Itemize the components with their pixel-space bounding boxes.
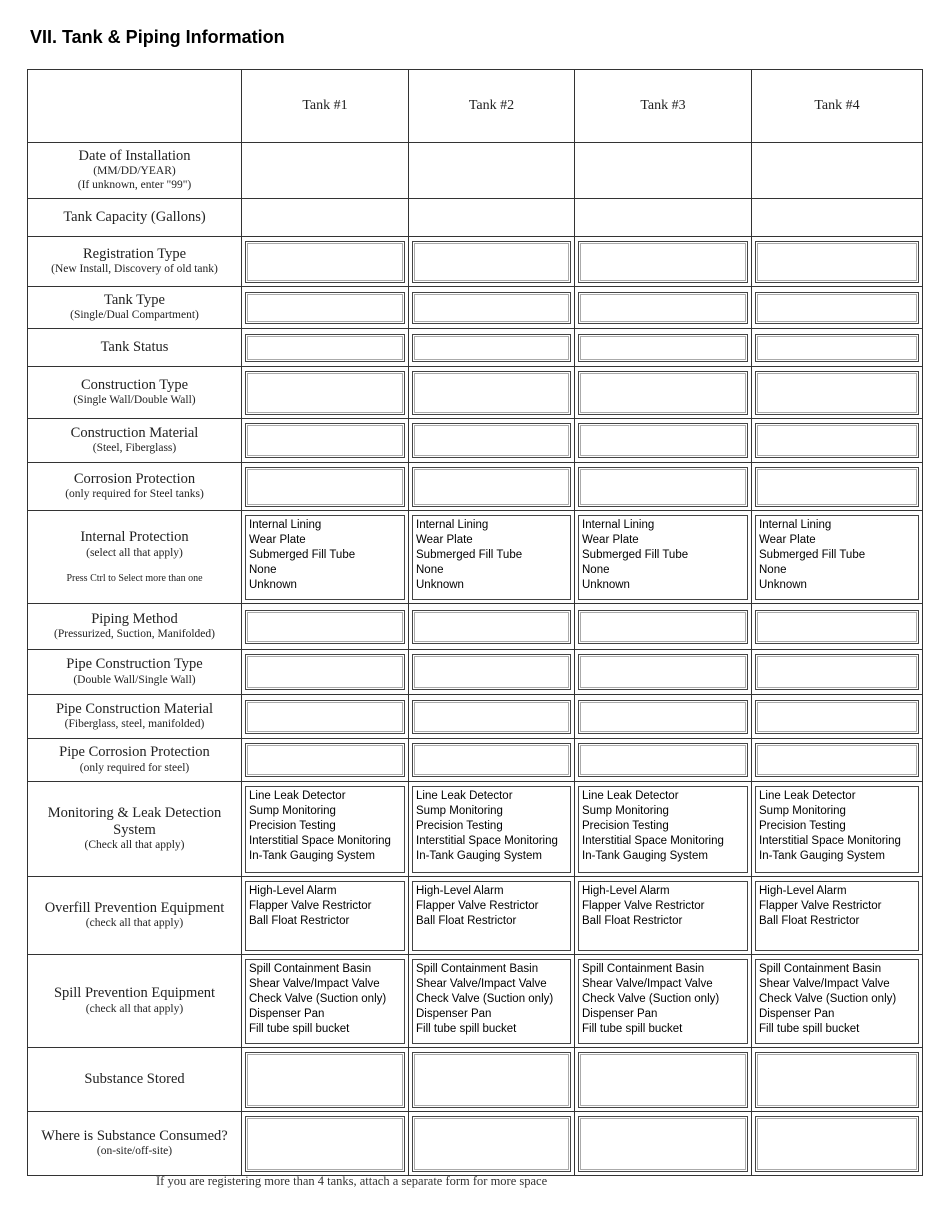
construction-material-input[interactable] [578, 423, 748, 458]
corrosion-protection-input[interactable] [578, 467, 748, 507]
tank-1-cell [242, 287, 409, 329]
row-sublabel: (Pressurized, Suction, Manifolded) [54, 628, 215, 641]
row-label: Substance Stored [84, 1070, 185, 1087]
list-option[interactable]: Sump Monitoring [249, 804, 336, 817]
row-label: Overfill Prevention Equipment [44, 899, 225, 916]
registration-type-input[interactable] [412, 241, 571, 283]
row-label-cell [28, 419, 242, 463]
list-option[interactable]: In-Tank Gauging System [582, 849, 708, 862]
monitoring-listbox[interactable] [578, 786, 748, 873]
row-substance-consumed [28, 1112, 923, 1176]
registration-type-input[interactable] [755, 241, 919, 283]
substance-stored-input[interactable] [578, 1052, 748, 1108]
tank-2-cell [409, 1112, 575, 1176]
tank-4-cell [752, 287, 923, 329]
overfill-listbox[interactable] [412, 881, 571, 951]
pipe-construction-material-input[interactable] [245, 700, 405, 734]
internal-protection-listbox[interactable] [245, 515, 405, 600]
tank-1-cell [242, 1048, 409, 1112]
overfill-listbox[interactable] [755, 881, 919, 951]
tank-status-input[interactable] [245, 334, 405, 362]
piping-method-input[interactable] [755, 610, 919, 644]
list-option[interactable]: Interstitial Space Monitoring [582, 834, 724, 847]
list-option[interactable]: Ball Float Restrictor [416, 914, 517, 927]
pipe-construction-type-input[interactable] [245, 654, 405, 690]
tank-3-cell [575, 650, 752, 695]
list-option[interactable]: Precision Testing [759, 819, 846, 832]
tank-1-cell [242, 877, 409, 955]
tank-2-cell [409, 955, 575, 1048]
row-label-cell [28, 955, 242, 1048]
list-option[interactable]: Spill Containment Basin [249, 962, 372, 975]
pipe-corrosion-protection-input[interactable] [245, 743, 405, 777]
list-option[interactable]: Unknown [416, 578, 464, 591]
row-substance-stored [28, 1048, 923, 1112]
list-option[interactable]: Submerged Fill Tube [582, 548, 689, 561]
tank-3-cell [575, 877, 752, 955]
row-label: Piping Method [91, 610, 178, 627]
tank-2-cell [409, 604, 575, 650]
tank-4-cell [752, 367, 923, 419]
construction-type-input[interactable] [578, 371, 748, 415]
list-option[interactable]: Precision Testing [249, 819, 336, 832]
row-label: Date of Installation [78, 148, 191, 164]
row-construction-material [28, 419, 923, 463]
list-option[interactable]: Flapper Valve Restrictor [582, 899, 705, 912]
tank-1-cell [242, 237, 409, 287]
spill-listbox[interactable] [755, 959, 919, 1044]
tank-3-cell [575, 782, 752, 877]
list-option[interactable]: Sump Monitoring [759, 804, 846, 817]
row-overfill [28, 877, 923, 955]
row-label-cell [28, 143, 242, 199]
tank-2-cell[interactable] [409, 199, 575, 237]
list-option[interactable]: Internal Lining [249, 518, 322, 531]
row-label: Monitoring & Leak Detection System [47, 804, 222, 839]
tank-3-cell [575, 287, 752, 329]
monitoring-listbox[interactable] [412, 786, 571, 873]
list-option[interactable]: None [582, 563, 610, 576]
list-option[interactable]: High-Level Alarm [582, 884, 670, 897]
tank-2-cell [409, 287, 575, 329]
list-option[interactable]: Interstitial Space Monitoring [416, 834, 558, 847]
row-label-cell [28, 1048, 242, 1112]
list-option[interactable]: Wear Plate [416, 533, 473, 546]
tank-2-cell [409, 329, 575, 367]
row-sublabel: (Single/Dual Compartment) [70, 309, 199, 322]
list-option[interactable]: Dispenser Pan [759, 1007, 835, 1020]
row-sublabel: (Steel, Fiberglass) [92, 442, 177, 455]
list-option[interactable]: Submerged Fill Tube [249, 548, 356, 561]
row-construction-type [28, 367, 923, 419]
list-option[interactable]: Dispenser Pan [416, 1007, 492, 1020]
row-label-cell [28, 367, 242, 419]
tank-2-cell [409, 650, 575, 695]
row-label-cell [28, 1112, 242, 1176]
list-option[interactable]: None [416, 563, 444, 576]
internal-protection-listbox[interactable] [412, 515, 571, 600]
overfill-listbox[interactable] [245, 881, 405, 951]
row-monitoring [28, 782, 923, 877]
row-label: Registration Type [82, 245, 187, 262]
row-label-cell [28, 329, 242, 367]
corrosion-protection-input[interactable] [245, 467, 405, 507]
row-label: Construction Material [70, 424, 199, 441]
list-option[interactable]: Spill Containment Basin [759, 962, 882, 975]
row-sublabel: (New Install, Discovery of old tank) [51, 263, 218, 276]
tank-4-cell [752, 1048, 923, 1112]
tank-status-input[interactable] [412, 334, 571, 362]
list-option[interactable]: Shear Valve/Impact Valve [759, 977, 890, 990]
row-label: Internal Protection [80, 529, 189, 546]
list-option[interactable]: Line Leak Detector [759, 789, 856, 802]
list-option[interactable]: In-Tank Gauging System [759, 849, 885, 862]
substance-stored-input[interactable] [755, 1052, 919, 1108]
tank-status-input[interactable] [755, 334, 919, 362]
list-option[interactable]: Interstitial Space Monitoring [759, 834, 901, 847]
list-option[interactable]: Flapper Valve Restrictor [759, 899, 882, 912]
tank-4-cell [752, 604, 923, 650]
row-label-cell [28, 604, 242, 650]
tank-1-header: Tank #1 [242, 70, 409, 143]
list-option[interactable]: Internal Lining [582, 518, 655, 531]
list-option[interactable]: Shear Valve/Impact Valve [249, 977, 380, 990]
overfill-listbox[interactable] [578, 881, 748, 951]
list-option[interactable]: Submerged Fill Tube [416, 548, 523, 561]
row-label: Tank Capacity (Gallons) [63, 208, 206, 225]
list-option[interactable]: Fill tube spill bucket [759, 1022, 860, 1035]
list-option[interactable]: Unknown [249, 578, 297, 591]
tank-4-cell [752, 877, 923, 955]
row-sublabel: (check all that apply) [85, 917, 184, 930]
tank-1-cell [242, 739, 409, 782]
construction-type-input[interactable] [755, 371, 919, 415]
tank-1-cell [242, 782, 409, 877]
list-option[interactable]: None [249, 563, 277, 576]
list-option[interactable]: Wear Plate [249, 533, 306, 546]
substance-consumed-input[interactable] [578, 1116, 748, 1172]
tank-1-cell [242, 463, 409, 511]
pipe-corrosion-protection-input[interactable] [412, 743, 571, 777]
row-label-cell [28, 650, 242, 695]
corrosion-protection-input[interactable] [412, 467, 571, 507]
list-option[interactable]: Precision Testing [416, 819, 503, 832]
tank-3-cell [575, 695, 752, 739]
tank-2-header: Tank #2 [409, 70, 575, 143]
row-label: Pipe Corrosion Protection [59, 744, 210, 761]
pipe-corrosion-protection-input[interactable] [578, 743, 748, 777]
construction-material-input[interactable] [755, 423, 919, 458]
tank-2-cell [409, 419, 575, 463]
list-option[interactable]: Fill tube spill bucket [416, 1022, 517, 1035]
list-option[interactable]: Ball Float Restrictor [759, 914, 860, 927]
row-sublabel: (MM/DD/YEAR) [93, 165, 176, 178]
internal-protection-listbox[interactable] [578, 515, 748, 600]
construction-type-input[interactable] [245, 371, 405, 415]
substance-stored-input[interactable] [412, 1052, 571, 1108]
list-option[interactable]: Fill tube spill bucket [249, 1022, 350, 1035]
row-sublabel: (only required for steel) [79, 761, 190, 774]
row-label: Construction Type [80, 376, 189, 393]
list-option[interactable]: Wear Plate [759, 533, 816, 546]
row-label-cell [28, 287, 242, 329]
list-option[interactable]: Flapper Valve Restrictor [416, 899, 539, 912]
row-date-installation [28, 143, 923, 199]
tank-1-cell [242, 367, 409, 419]
tank-1-cell[interactable] [242, 143, 409, 199]
row-registration-type [28, 237, 923, 287]
tank-4-cell [752, 237, 923, 287]
tank-status-input[interactable] [578, 334, 748, 362]
row-spill [28, 955, 923, 1048]
tank-2-cell [409, 695, 575, 739]
tank-4-cell [752, 419, 923, 463]
corrosion-protection-input[interactable] [755, 467, 919, 507]
list-option[interactable]: None [759, 563, 787, 576]
row-sublabel: (Single Wall/Double Wall) [73, 394, 196, 407]
row-sublabel: (If unknown, enter "99") [77, 179, 192, 192]
list-option[interactable]: Unknown [759, 578, 807, 591]
row-sublabel: (check all that apply) [85, 1002, 184, 1015]
list-option[interactable]: Spill Containment Basin [582, 962, 705, 975]
substance-stored-input[interactable] [245, 1052, 405, 1108]
tank-2-cell [409, 463, 575, 511]
list-option[interactable]: Sump Monitoring [416, 804, 503, 817]
tank-type-input[interactable] [412, 292, 571, 324]
tank-1-cell [242, 329, 409, 367]
monitoring-listbox[interactable] [755, 786, 919, 873]
list-option[interactable]: Ball Float Restrictor [582, 914, 683, 927]
row-corrosion-protection [28, 463, 923, 511]
list-option[interactable]: Precision Testing [582, 819, 669, 832]
construction-material-input[interactable] [412, 423, 571, 458]
list-option[interactable]: Check Valve (Suction only) [249, 992, 387, 1005]
substance-consumed-input[interactable] [755, 1116, 919, 1172]
tank-3-cell [575, 739, 752, 782]
tank-piping-table [27, 69, 923, 1176]
tank-3-cell [575, 1112, 752, 1176]
piping-method-input[interactable] [578, 610, 748, 644]
tank-4-cell [752, 463, 923, 511]
pipe-construction-type-input[interactable] [578, 654, 748, 690]
row-label: Tank Type [104, 291, 165, 308]
list-option[interactable]: Line Leak Detector [582, 789, 679, 802]
row-sublabel: (select all that apply) [86, 546, 183, 559]
construction-type-input[interactable] [412, 371, 571, 415]
list-option[interactable]: Shear Valve/Impact Valve [582, 977, 713, 990]
tank-3-cell [575, 463, 752, 511]
row-pipe-construction-material [28, 695, 923, 739]
pipe-corrosion-protection-input[interactable] [755, 743, 919, 777]
list-option[interactable]: Interstitial Space Monitoring [249, 834, 391, 847]
pipe-construction-type-input[interactable] [755, 654, 919, 690]
row-label: Pipe Construction Type [66, 656, 203, 673]
list-option[interactable]: Shear Valve/Impact Valve [416, 977, 547, 990]
tank-1-cell[interactable] [242, 199, 409, 237]
spill-listbox[interactable] [578, 959, 748, 1044]
registration-type-input[interactable] [578, 241, 748, 283]
row-label: Tank Status [100, 338, 169, 355]
tank-1-cell [242, 419, 409, 463]
list-option[interactable]: In-Tank Gauging System [416, 849, 542, 862]
substance-consumed-input[interactable] [412, 1116, 571, 1172]
row-label-cell [28, 463, 242, 511]
tank-4-cell [752, 739, 923, 782]
row-label-cell [28, 511, 242, 604]
row-piping-method [28, 604, 923, 650]
list-option[interactable]: Internal Lining [759, 518, 832, 531]
row-sublabel: (Double Wall/Single Wall) [73, 673, 196, 686]
row-label-cell [28, 199, 242, 237]
tank-4-cell [752, 650, 923, 695]
list-option[interactable]: Flapper Valve Restrictor [249, 899, 372, 912]
tank-3-cell[interactable] [575, 199, 752, 237]
list-option[interactable]: Unknown [582, 578, 630, 591]
header-row [28, 70, 923, 143]
list-option[interactable]: Check Valve (Suction only) [416, 992, 554, 1005]
tank-2-cell[interactable] [409, 143, 575, 199]
row-sublabel: (Fiberglass, steel, manifolded) [64, 718, 205, 731]
row-label-cell [28, 877, 242, 955]
pipe-construction-type-input[interactable] [412, 654, 571, 690]
internal-protection-listbox[interactable] [755, 515, 919, 600]
row-label-cell [28, 695, 242, 739]
list-option[interactable]: Fill tube spill bucket [582, 1022, 683, 1035]
list-option[interactable]: High-Level Alarm [416, 884, 504, 897]
tank-4-cell [752, 329, 923, 367]
tank-4-header: Tank #4 [752, 70, 923, 143]
tank-4-cell [752, 782, 923, 877]
tank-3-cell [575, 329, 752, 367]
spill-listbox[interactable] [412, 959, 571, 1044]
list-option[interactable]: Line Leak Detector [416, 789, 513, 802]
row-note: Press Ctrl to Select more than one [66, 572, 203, 584]
row-label: Where is Substance Consumed? [41, 1127, 228, 1144]
row-sublabel: (Check all that apply) [84, 839, 185, 852]
list-option[interactable]: Ball Float Restrictor [249, 914, 350, 927]
row-pipe-corrosion-protection [28, 739, 923, 782]
tank-3-cell [575, 511, 752, 604]
row-label: Corrosion Protection [73, 470, 196, 487]
pipe-construction-material-input[interactable] [578, 700, 748, 734]
row-label-cell [28, 739, 242, 782]
list-option[interactable]: Spill Containment Basin [416, 962, 539, 975]
tank-3-cell [575, 237, 752, 287]
list-option[interactable]: Dispenser Pan [582, 1007, 658, 1020]
row-label-cell [28, 237, 242, 287]
tank-3-cell [575, 367, 752, 419]
substance-consumed-input[interactable] [245, 1116, 405, 1172]
list-option[interactable]: Sump Monitoring [582, 804, 669, 817]
tank-type-input[interactable] [755, 292, 919, 324]
header-blank-cell [28, 70, 242, 143]
tank-2-cell [409, 511, 575, 604]
piping-method-input[interactable] [245, 610, 405, 644]
row-sublabel: (on-site/off-site) [96, 1145, 173, 1158]
tank-3-header: Tank #3 [575, 70, 752, 143]
tank-1-cell [242, 1112, 409, 1176]
tank-2-cell [409, 1048, 575, 1112]
tank-type-input[interactable] [245, 292, 405, 324]
list-option[interactable]: High-Level Alarm [249, 884, 337, 897]
tank-4-cell[interactable] [752, 143, 923, 199]
tank-1-cell [242, 604, 409, 650]
tank-2-cell [409, 367, 575, 419]
tank-3-cell [575, 955, 752, 1048]
tank-4-cell [752, 511, 923, 604]
tank-2-cell [409, 739, 575, 782]
row-internal-protection [28, 511, 923, 604]
list-option[interactable]: Wear Plate [582, 533, 639, 546]
tank-4-cell [752, 695, 923, 739]
list-option[interactable]: In-Tank Gauging System [249, 849, 375, 862]
spill-listbox[interactable] [245, 959, 405, 1044]
list-option[interactable]: Dispenser Pan [249, 1007, 325, 1020]
tank-3-cell [575, 1048, 752, 1112]
tank-4-cell[interactable] [752, 199, 923, 237]
list-option[interactable]: High-Level Alarm [759, 884, 847, 897]
list-option[interactable]: Check Valve (Suction only) [582, 992, 720, 1005]
row-sublabel: (only required for Steel tanks) [65, 488, 204, 501]
footer-note: If you are registering more than 4 tanks, attach a separate form for more space [156, 1174, 548, 1188]
row-label: Spill Prevention Equipment [53, 985, 216, 1002]
tank-type-input[interactable] [578, 292, 748, 324]
tank-3-cell [575, 419, 752, 463]
list-option[interactable]: Line Leak Detector [249, 789, 346, 802]
row-label: Pipe Construction Material [55, 700, 214, 717]
tank-3-cell[interactable] [575, 143, 752, 199]
pipe-construction-material-input[interactable] [755, 700, 919, 734]
tank-4-cell [752, 1112, 923, 1176]
pipe-construction-material-input[interactable] [412, 700, 571, 734]
list-option[interactable]: Submerged Fill Tube [759, 548, 866, 561]
tank-2-cell [409, 877, 575, 955]
construction-material-input[interactable] [245, 423, 405, 458]
tank-2-cell [409, 237, 575, 287]
row-tank-capacity [28, 199, 923, 237]
monitoring-listbox[interactable] [245, 786, 405, 873]
tank-1-cell [242, 650, 409, 695]
tank-3-cell [575, 604, 752, 650]
row-label-cell [28, 782, 242, 877]
list-option[interactable]: Check Valve (Suction only) [759, 992, 897, 1005]
row-tank-status [28, 329, 923, 367]
tank-2-cell [409, 782, 575, 877]
tank-1-cell [242, 955, 409, 1048]
row-pipe-construction-type [28, 650, 923, 695]
list-option[interactable]: Internal Lining [416, 518, 489, 531]
section-title: VII. Tank & Piping Information [30, 27, 285, 47]
piping-method-input[interactable] [412, 610, 571, 644]
tank-1-cell [242, 695, 409, 739]
registration-type-input[interactable] [245, 241, 405, 283]
tank-1-cell [242, 511, 409, 604]
row-tank-type [28, 287, 923, 329]
tank-4-cell [752, 955, 923, 1048]
